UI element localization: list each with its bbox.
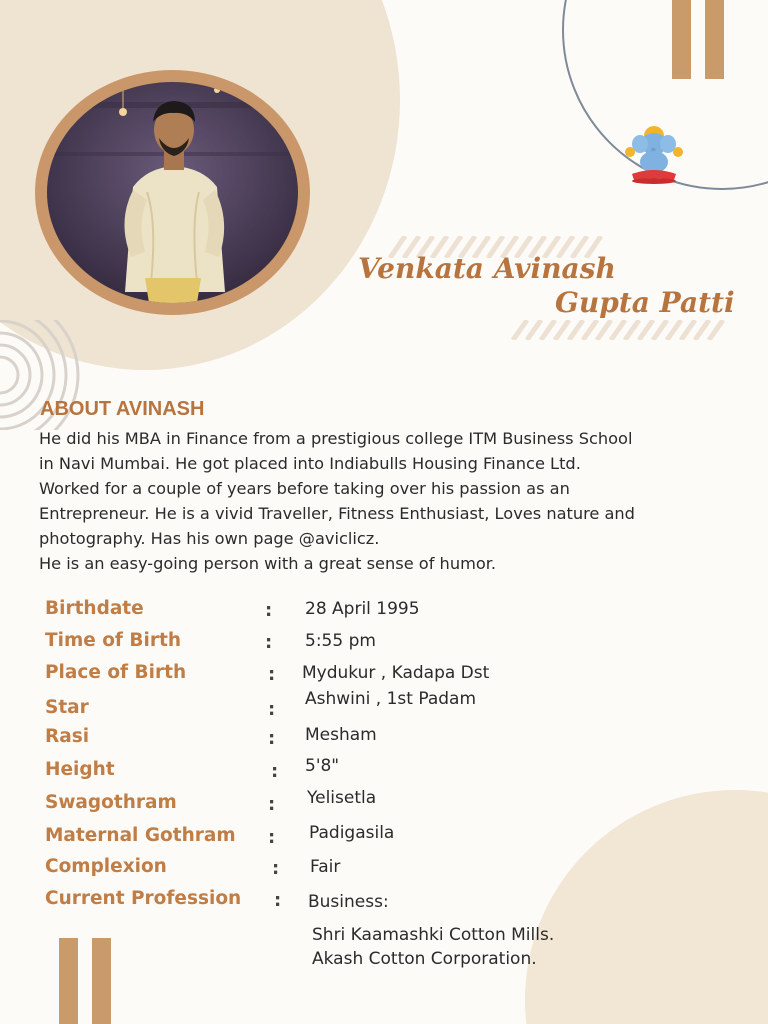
about-line: in Navi Mumbai. He got placed into Indiabulls Housing Finance Ltd.: [39, 454, 581, 473]
name-line-1: Venkata Avinash: [358, 252, 616, 285]
separator-colon: :: [271, 761, 279, 782]
value-height: 5'8": [305, 756, 340, 776]
about-text: [39, 426, 764, 576]
value-birthdate: 28 April 1995: [305, 599, 420, 619]
decor-bar-bottom-left: [59, 938, 78, 1024]
about-line: He is an easy-going person with a great sense of humor.: [39, 554, 497, 573]
label-rasi: Rasi: [45, 726, 90, 747]
label-maternal-gothram: Maternal Gothram: [45, 825, 236, 846]
decor-bar-top-left: [672, 0, 691, 79]
label-swagothram: Swagothram: [45, 792, 177, 813]
value-time-of-birth: 5:55 pm: [305, 631, 376, 651]
value-current-profession: Business:: [308, 892, 389, 912]
separator-colon: :: [268, 794, 276, 815]
separator-colon: :: [265, 632, 273, 653]
profession-company-1: Shri Kaamashki Cotton Mills.: [312, 925, 555, 945]
label-height: Height: [45, 759, 115, 780]
separator-colon: :: [274, 890, 282, 911]
value-place-of-birth: Mydukur , Kadapa Dst: [302, 663, 490, 683]
value-maternal-gothram: Padigasila: [309, 823, 395, 843]
value-swagothram: Yelisetla: [307, 788, 377, 808]
separator-colon: :: [268, 664, 276, 685]
label-time-of-birth: Time of Birth: [45, 630, 182, 651]
separator-colon: :: [268, 827, 276, 848]
about-line: photography. Has his own page @aviclicz.: [39, 529, 380, 548]
value-star: Ashwini , 1st Padam: [305, 689, 477, 709]
separator-colon: :: [268, 699, 276, 720]
separator-colon: :: [268, 728, 276, 749]
about-title: ABOUT AVINASH: [40, 398, 205, 420]
label-place-of-birth: Place of Birth: [45, 662, 187, 683]
label-birthdate: Birthdate: [45, 598, 144, 619]
value-complexion: Fair: [310, 857, 341, 877]
ganesha-icon: [618, 122, 690, 184]
value-rasi: Mesham: [305, 725, 377, 745]
separator-colon: :: [265, 600, 273, 621]
name-line-2: Gupta Patti: [555, 286, 735, 319]
label-star: Star: [45, 697, 89, 718]
decor-bar-bottom-right: [92, 938, 111, 1024]
about-line: He did his MBA in Finance from a prestigious college ITM Business School: [39, 429, 633, 448]
separator-colon: :: [272, 858, 280, 879]
background-circle-bottom: [525, 790, 768, 1024]
profile-photo: [47, 82, 298, 303]
label-complexion: Complexion: [45, 856, 167, 877]
about-line: Entrepreneur. He is a vivid Traveller, Fitness Enthusiast, Loves nature and: [39, 504, 635, 523]
decor-bar-top-right: [705, 0, 724, 79]
label-current-profession: Current Profession: [45, 888, 242, 909]
profession-company-2: Akash Cotton Corporation.: [312, 949, 537, 969]
decor-stripes-bottom: [508, 320, 738, 340]
about-line: Worked for a couple of years before taking over his passion as an: [39, 479, 570, 498]
